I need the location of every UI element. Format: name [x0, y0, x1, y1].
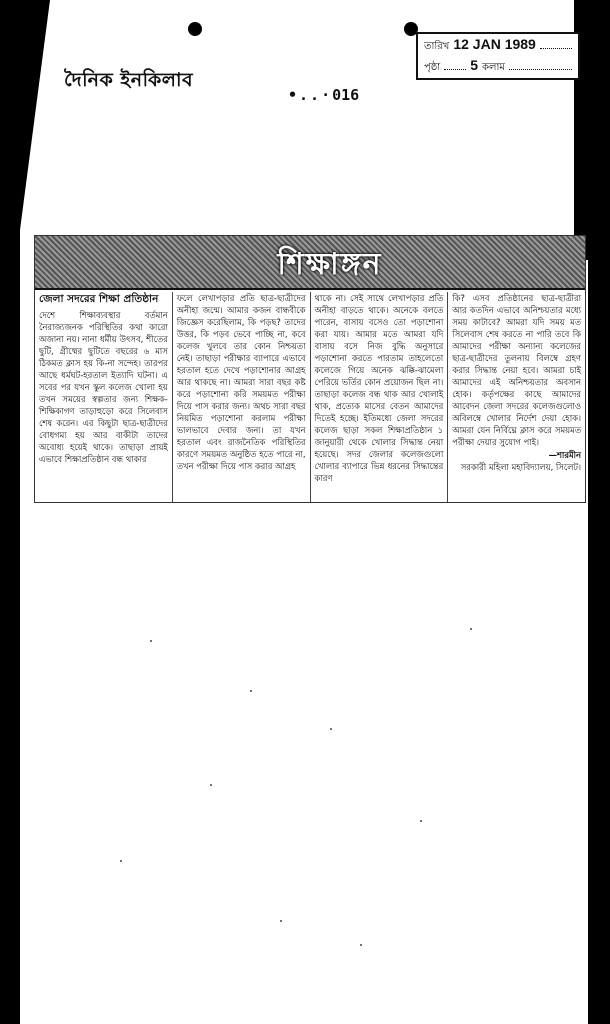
scan-speck: [120, 860, 122, 862]
date-stamp: [416, 32, 580, 80]
scan-speck: [420, 820, 422, 822]
author-institution: সরকারী মহিলা মহাবিদ্যালয়, সিলেট।: [460, 462, 581, 472]
article-column-1: [35, 292, 173, 502]
scan-border-left: [0, 0, 20, 1024]
article-columns: [35, 292, 585, 502]
article-paragraph: কি? এসব প্রতিষ্ঠানের ছাত্র-ছাত্রীরা আর কতদিন এভাবে অনিশ্চয়তার মধ্যে সময় কাটাবে? আমরা যদি সময় মত সিলেবাস শেষ করতে না পারি তবে কি আমাদের পরীক্ষা অন্যান্য কলেজের ছাত্র-ছাত্রীদের তুলনায় বিলম্বে গ্রহণ করার সিদ্ধান্ত নেয়া হবে। আমরা চাই আমাদের এই অনিশ্চয়তার অবসান হোক। কর্তৃপক্ষের কাছে আমাদের আবেদন জেলা সদরের কলেজগুলোও অবিলম্বে খোলার নির্দেশ দেয়া হোক। আমরা যেন নির্বিঘ্নে ক্লাস করে সময়মত পরীক্ষা দেয়ার সুযোগ পাই।: [452, 293, 581, 447]
scan-speck: [330, 728, 332, 730]
clip-number: •..·016: [288, 86, 360, 104]
article-headline: জেলা সদরের শিক্ষা প্রতিষ্ঠান: [39, 293, 159, 305]
page-value: 5: [470, 57, 478, 73]
punch-hole-left: [188, 22, 202, 36]
scan-speck: [360, 944, 362, 946]
page-dots: [444, 59, 466, 70]
scan-speck: [280, 920, 282, 922]
date-value: 12 JAN 1989: [453, 36, 536, 52]
article-paragraph: ফলে লেখাপড়ার প্রতি ছাত্র-ছাত্রীদের অনীহা জন্মে। আমার কজন বান্ধবীকে জিজ্ঞেস করেছিলাম, কি পড়ছ? তাদের উত্তর, কি পড়ব ভেবে পাচ্ছি না, কবে কলেজ খুলবে তার কোন নিশ্চয়তা নেই। তাছাড়া পরীক্ষার ব্যাপারে এভাবে হরতাল হতে দেখে পড়াশোনার আগ্রহ আর থাকছে না। আমরা সারা বছর কষ্ট করে পড়াশোনা করি সময়মত পরীক্ষা দিয়ে পাস করার জন্য। অথচ সারা বছর নিয়মিত পড়াশোনা করলাম পরীক্ষা ভালভাবে দেবার জন্য। তা যখন হরতাল এবং রাজনৈতিক পরিস্থিতির কারণে সময়মত অনুষ্ঠিত হতে পারে না, তখন পরীক্ষা দিয়ে পাস করার আগ্রহ: [176, 293, 306, 471]
article-column-3: [311, 292, 449, 502]
newspaper-clipping: [34, 235, 586, 503]
article-paragraph: দেশে শিক্ষাব্যবস্থার বর্তমান নৈরাজ্যজনক পরিস্থিতির কথা কারো অজানা নয়। নানা ধর্মীয় উৎসব, শীতের ছুটি, গ্রীষ্মের ছুটিতে বছরের ৬ মাস ঠিকমত ক্লাস হয় কি-না সন্দেহ। তারপর আছে ধর্মঘট-হরতাল ইত্যাদি ঘটনা। এ সবের পর যখন স্কুল কলেজ খোলা হয় তখন সময়ের স্বল্পতার জন্য শিক্ষক-শিক্ষিকাগণ তাড়াহুড়ো করে সিলেবাস শেষ করেন। এর কিছুটা ছাত্র-ছাত্রীদের বোধগম্য হয় আর বাকীটা তাদের অবোধ্য হয়েই থাকে। তাছাড়া প্রায়ই এভাবে শিক্ষাপ্রতিষ্ঠান বন্ধ থাকার: [39, 310, 168, 464]
section-banner: [35, 236, 585, 290]
author-name: —শারমীন: [548, 450, 581, 460]
article-column-2: [173, 292, 311, 502]
section-title: শিক্ষাঙ্গন: [277, 247, 383, 282]
column-dots: [509, 59, 572, 70]
scan-speck: [470, 628, 472, 630]
date-label: তারিখ: [424, 41, 450, 52]
clip-number-value: 016: [332, 86, 360, 104]
article-column-4: [448, 292, 585, 502]
scan-border-right: [588, 0, 610, 1024]
scan-speck: [210, 784, 212, 786]
newspaper-name: দৈনিক ইনকিলাব: [64, 69, 194, 91]
article-paragraph: থাকে না। সেই সাথে লেখাপড়ার প্রতি অনীহা বাড়তে থাকে। অনেকে বলতে পারেন, বাসায় বসেও তো পড়াশোনা করা যায়। আমার মতে আমরা যদি বাসায় বসে নিজ বুদ্ধি অনুসারে পড়াশোনা করতে পারতাম তাহলেতো কলেজে গিয়ে অনেক ঝক্কি-ঝামেলা পেরিয়ে ভর্তির কোন প্রয়োজন ছিল না। তাছাড়া কলেজ বন্ধ থাক আর খোলাই থাক, প্রত্যেক মাসের বেতন আমাদের দিতেই হচ্ছে। ইতিমধ্যে জেলা সদরের কলেজ ছাড়া সকল শিক্ষাপ্রতিষ্ঠান ১ জানুয়ারী থেকে খোলার সিদ্ধান্ত নেয়া হয়েছে। সদর জেলার কলেজগুলো খোলার ব্যাপারে ভিন্ন ধরনের সিদ্ধান্তের কারণ: [314, 293, 444, 483]
date-row: [424, 36, 572, 57]
page-row: [424, 57, 572, 78]
page-label: পৃষ্ঠা: [424, 62, 441, 73]
scan-speck: [150, 640, 152, 642]
column-label: কলাম: [482, 62, 505, 73]
scan-border-left-corner: [20, 0, 50, 230]
scan-speck: [250, 690, 252, 692]
date-dots: [540, 38, 572, 49]
